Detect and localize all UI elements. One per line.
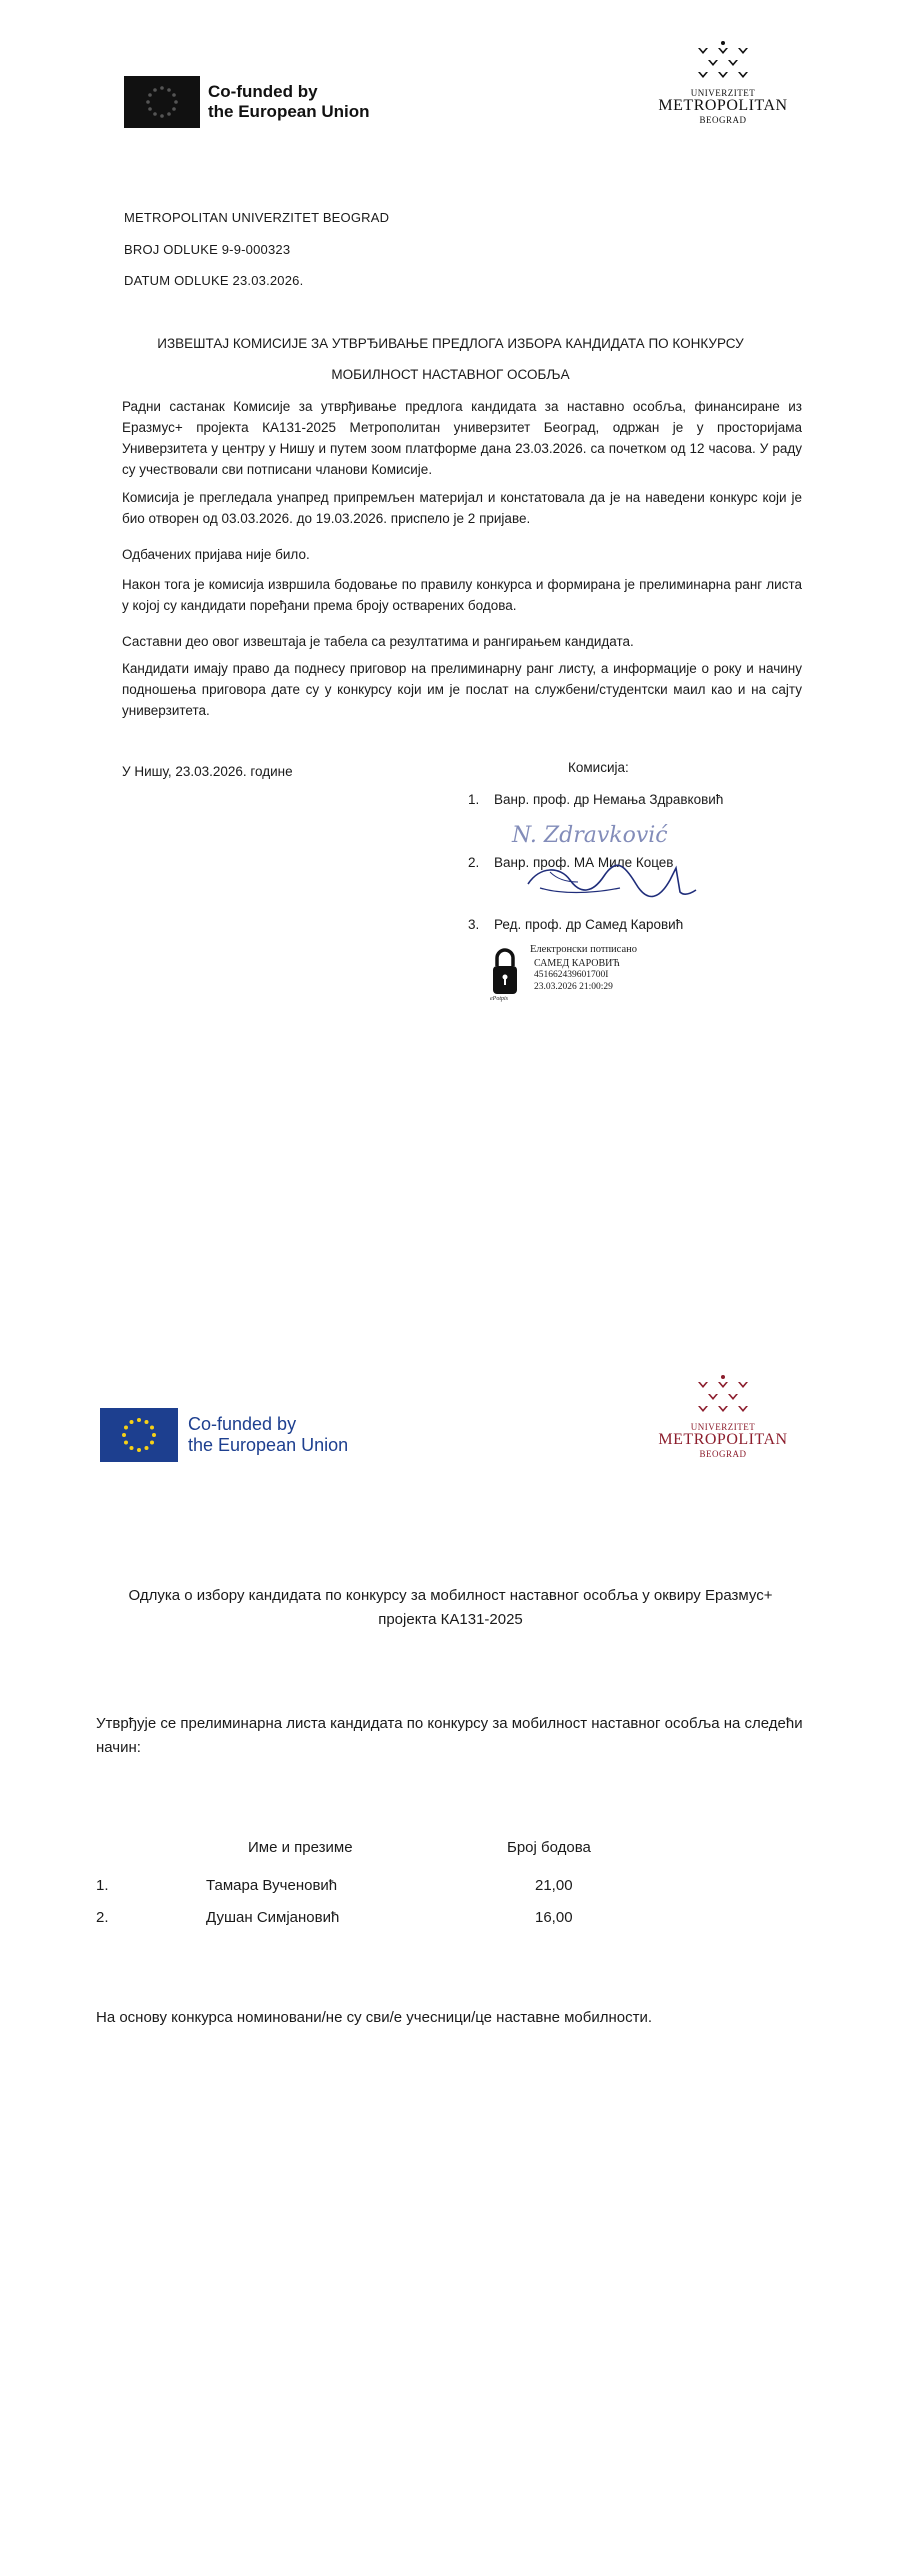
row-number: 2. xyxy=(96,1909,109,1926)
decision-title xyxy=(0,1584,901,1632)
uni-logo-line2: METROPOLITAN xyxy=(658,97,788,114)
place-and-date: У Нишу, 23.03.2026. године xyxy=(122,764,293,779)
paragraph-scoring: Након тога је комисија извршила бодовање по правилу конкурса и формирана је прелиминарна ранг листа у којој су кандидати поређани према броју остварених бодова. xyxy=(122,577,802,613)
eu-logo-text xyxy=(188,1414,348,1455)
decision-title-text: Одлука о избору кандидата по конкурсу за мобилност наставног особља у оквиру Еразмус+ пројекта КА131-2025 xyxy=(128,1587,773,1628)
member-name: Ред. проф. др Самед Каровић xyxy=(494,917,684,932)
esignature-id: 451662439601700I xyxy=(534,970,609,980)
row-name: Тамара Вученовић xyxy=(206,1877,338,1894)
decision-date: DATUM ODLUKE 23.03.2026. xyxy=(124,273,304,288)
eu-logo-line1: Co-funded by xyxy=(208,82,318,102)
decision-intro: Утврђује се прелиминарна листа кандидата по конкурсу за мобилност наставног особља на следећи начин: xyxy=(96,1715,803,1756)
eu-logo-text xyxy=(208,82,370,121)
member-number: 1. xyxy=(468,792,480,807)
uni-logo-line1: UNIVERZITET xyxy=(690,1422,756,1432)
paragraph-meeting: Радни састанак Комисије за утврђивање предлога кандидата за наставно особља, финансиране из Еразмус+ пројекта КА131-2025 Метрополитан универзитет Београд, одржан је у просторијама Универзитета у центру у Нишу и путем зоом платформе дана 23.03.2026. са почетком од 12 часова. У раду су учествовали сви потписани чланови Комисије. xyxy=(122,399,802,477)
decision-number: BROJ ODLUKE 9-9-000323 xyxy=(124,242,291,257)
signature-kocev xyxy=(520,858,700,904)
commission-label: Комисија: xyxy=(568,760,629,775)
esignature-lock-label: ePotpis xyxy=(490,996,508,1002)
esignature-heading: Електронски потписано xyxy=(530,944,637,955)
university-logo xyxy=(648,1374,798,1459)
chevrons-icon xyxy=(688,40,758,88)
report-title-line2: МОБИЛНОСТ НАСТАВНОГ ОСОБЉА xyxy=(331,367,570,382)
eu-logo-line1: Co-funded by xyxy=(188,1414,297,1435)
member-name: Ванр. проф. МА Миле Коцев xyxy=(494,855,674,870)
eu-logo-line2: the European Union xyxy=(188,1435,349,1455)
row-number: 1. xyxy=(96,1877,109,1894)
paragraph-appeal: Кандидати имају право да поднесу приговор на прелиминарну ранг листу, а информације о року и начину подношења приговора дате су у конкурсу који им је послат на службени/студентски маил као и на сајту универзитета. xyxy=(122,661,802,718)
uni-logo-line1: UNIVERZITET xyxy=(690,88,756,98)
member-number: 2. xyxy=(468,855,480,870)
uni-logo-line2: METROPOLITAN xyxy=(658,1431,788,1448)
paragraph-rejected: Одбачених пријава није било. xyxy=(122,547,310,562)
row-name: Душан Симјановић xyxy=(206,1909,340,1926)
university-logo xyxy=(648,40,798,125)
eu-cofunded-logo xyxy=(100,1408,348,1462)
member-number: 3. xyxy=(468,917,480,932)
decision-page xyxy=(0,1270,901,2560)
row-points: 16,00 xyxy=(535,1909,573,1926)
signature-zdravkovic xyxy=(508,812,668,852)
eu-logo-line2: the European Union xyxy=(208,102,370,121)
commission-member-1 xyxy=(468,792,723,807)
row-points: 21,00 xyxy=(535,1877,573,1894)
commission-member-3 xyxy=(468,917,683,932)
uni-logo-line3: BEOGRAD xyxy=(699,114,747,125)
report-title-line1: ИЗВЕШТАЈ КОМИСИЈЕ ЗА УТВРЂИВАЊЕ ПРЕДЛОГА ИЗБОРА КАНДИДАТА ПО КОНКУРСУ xyxy=(157,336,744,351)
institution-name: METROPOLITAN UNIVERZITET BEOGRAD xyxy=(124,210,390,225)
esignature-name: САМЕД КАРОВИЋ xyxy=(534,958,620,969)
eu-cofunded-logo xyxy=(124,76,370,128)
chevrons-icon xyxy=(688,1374,758,1422)
signature-text: N. Zdravković xyxy=(512,823,668,848)
eu-flag-icon xyxy=(100,1408,178,1462)
decision-closing: На основу конкурса номиновани/не су сви/е учесници/це наставне мобилности. xyxy=(96,2009,653,2026)
eu-flag-icon xyxy=(124,76,200,128)
padlock-icon xyxy=(490,946,520,996)
table-header-name: Име и презиме xyxy=(248,1839,353,1856)
member-name: Ванр. проф. др Немања Здравковић xyxy=(494,792,724,807)
table-header-points: Број бодова xyxy=(507,1839,591,1856)
report-page xyxy=(0,0,901,1270)
esignature-datetime: 23.03.2026 21:00:29 xyxy=(534,982,613,992)
uni-logo-line3: BEOGRAD xyxy=(699,1448,747,1459)
paragraph-table: Саставни део овог извештаја је табела са резултатима и рангирањем кандидата. xyxy=(122,634,634,649)
electronic-signature xyxy=(490,944,670,1006)
paragraph-applications: Комисија је прегледала унапред припремљен материјал и констатовала да је на наведени конкурс који је био отворен од 03.03.2026. до 19.03.2026. приспело је 2 пријаве. xyxy=(122,490,802,526)
